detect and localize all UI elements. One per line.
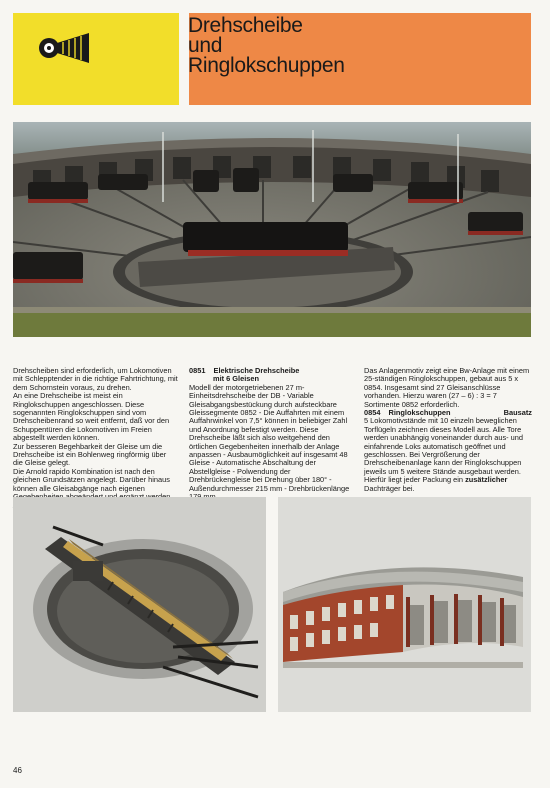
paragraph: An eine Drehscheibe ist meist ein Ringlokschuppen angeschlossen. Diese sogenannten Ringlokschuppen sind vom Drehscheibenrand so weit entfernt, daß vor den Schuppentüren die Lokomotiven im Freien abgestellt werden können. (13, 391, 170, 443)
article-name: Elektrische Drehscheibe (213, 366, 300, 375)
text-column-roundhouse (364, 367, 532, 493)
article-number: 0851 (189, 366, 206, 375)
yellow-header-block (13, 13, 179, 105)
turntable-description: Modell der motorgetriebenen 27 m-Einheitsdrehscheibe der DB - Variable Gleisabgangsbestückung durch aufsteckbare Gleissegmente 0852 - Die Auffahrten mit einem Auffahrwinkel von 7,5° können in beliebiger Zahl und Anordnung befestigt werden. Diese Drehscheibe läßt sich also weitgehend den örtlichen Gegebenheiten innerhalb der Anlage anpassen - Ausbaumöglichkeit auf insgesamt 48 Gleise - Automatische Abschaltung der Abstellgleise - Polwendung der Drehbrückengleise bei Drehung über 180° - Außendurchmesser 215 mm - Drehbrückenlänge (189, 382, 350, 493)
article-number: 0854 (364, 408, 381, 418)
turntable-product-photo (13, 497, 266, 712)
roundhouse-description: 5 Lokomotivstände mit 10 einzeln beweglichen Torflügeln zeichnen dieses Modell aus. Alle Tore werden unabhängig voneinander durch aus- und einfahrende Loks automatisch geöffnet und geschlossen. Bei Vergrößerung der Drehscheibenanlage kann der Ringlokschuppen jeweils um 5 weitere Stände ausgebaut werden. Hierfür liegt jeder Packung ein zusätzlicher Dachträger bei. (364, 416, 524, 493)
paragraph: Drehscheiben sind erforderlich, um Lokomotiven mit Schlepptender in die richtige Fahrtrichtung, mit dem Schornstein voraus, zu drehen. (13, 366, 178, 392)
page-title (188, 16, 388, 76)
turntable-symbol-icon (27, 23, 97, 73)
layout-description: Das Anlagenmotiv zeigt eine Bw-Anlage mit einem 25-ständigen Ringlokschuppen, gebaut aus 5 x 0854. Insgesamt sind 27 Gleisanschlüsse vorhanden. Hierzu waren (27 – 6) : 3 = 7 Sortimente 0852 erforderlich. (364, 366, 530, 409)
title-line-1: Drehscheibe (188, 14, 303, 37)
roundhouse-layout-photo (13, 122, 531, 337)
article-name: Ringlokschuppen (388, 408, 451, 418)
paragraph: Die Arnold rapido Kombination ist nach den gleichen Grundsätzen angelegt. Darüber hinaus können alle Gleisabgänge nach eigenen (13, 466, 170, 493)
text-column-intro (13, 367, 178, 510)
roundhouse-product-photo (278, 497, 531, 712)
text-column-turntable (189, 367, 352, 502)
title-line-2: und (188, 34, 223, 57)
title-line-3: Ringlokschuppen (188, 54, 345, 77)
turntable-subheading: mit 6 Gleisen (213, 374, 260, 384)
paragraph: Zur besseren Begehbarkeit der Gleise um die Drehscheibe ist ein Bohlenweg ringförmig über die Gleise gelegt. (13, 441, 167, 468)
kit-badge: Bausatz (503, 408, 532, 418)
page-number: 46 (13, 766, 22, 775)
